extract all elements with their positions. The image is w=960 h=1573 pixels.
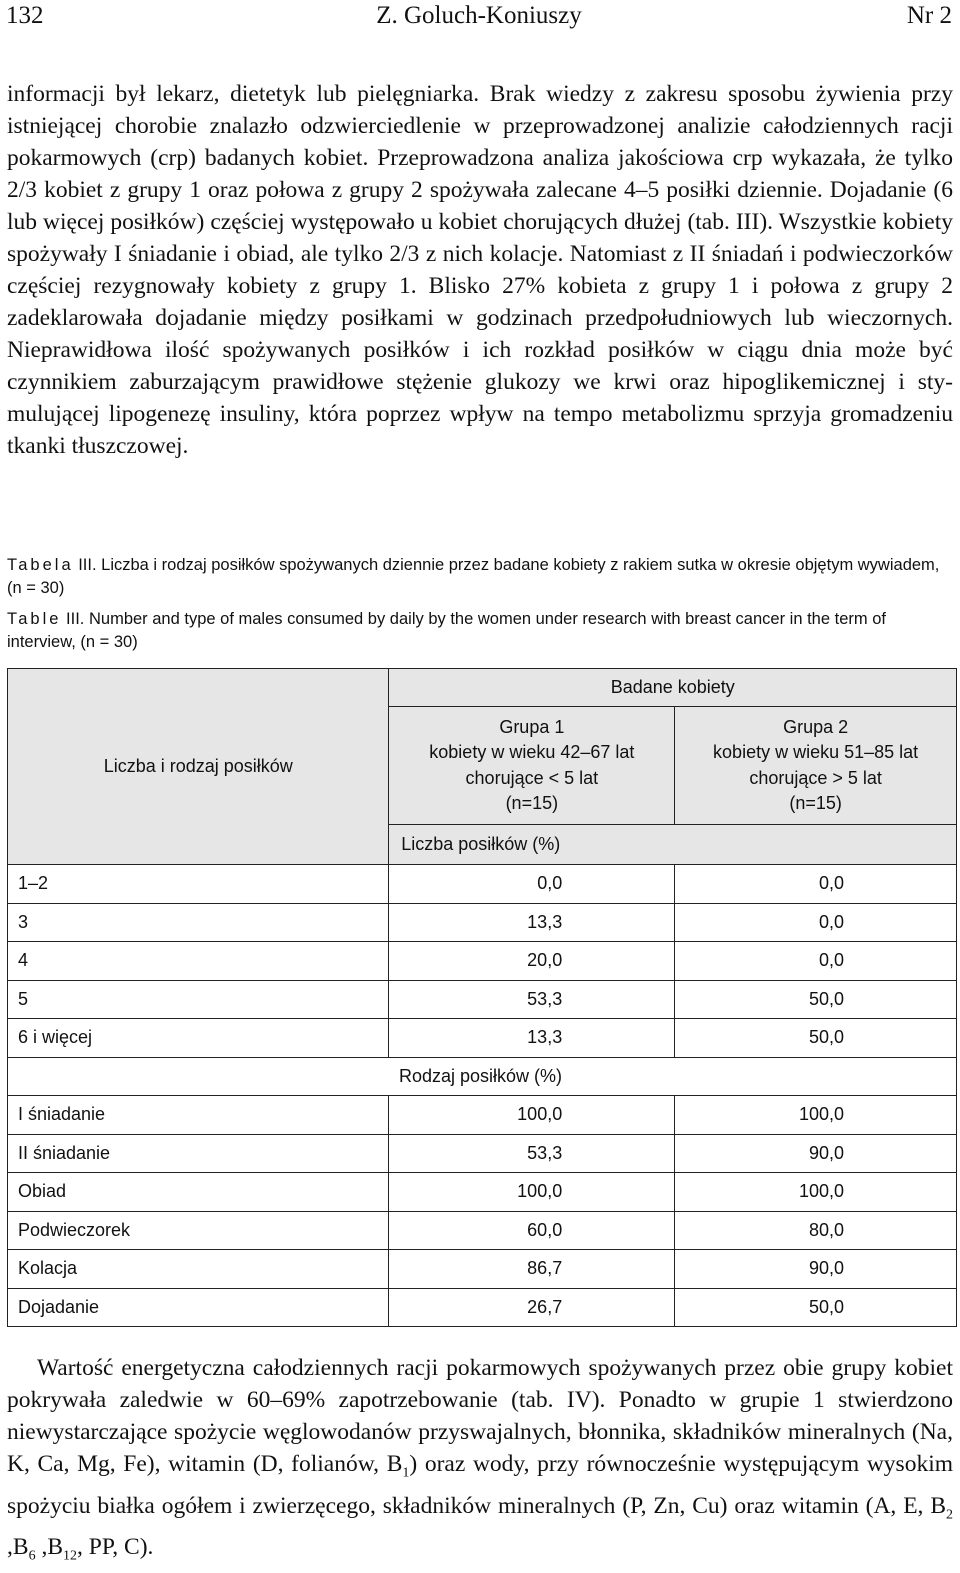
group2-value: 90,0: [675, 1134, 957, 1173]
body-paragraph-2: [7, 1352, 953, 1573]
group2-value: 0,0: [675, 903, 957, 942]
para2-mid2: ,B: [7, 1534, 29, 1561]
subscript: 2: [946, 1507, 953, 1523]
table-row: [8, 1096, 957, 1135]
para2-mid3: ,B: [35, 1534, 63, 1561]
group1-value: 100,0: [389, 1173, 675, 1212]
table-row: [8, 1173, 957, 1212]
issue-number: Nr 2: [906, 2, 952, 29]
row-label: 4: [8, 942, 389, 981]
caption-label: Tabela: [7, 556, 74, 574]
group1-age: kobiety w wieku 42–67 lat: [429, 742, 635, 762]
group1-value: 26,7: [389, 1288, 675, 1327]
group1-duration: chorujące < 5 lat: [465, 767, 599, 788]
caption-number: III.: [66, 610, 85, 628]
para2-tail: , PP, C).: [77, 1534, 154, 1561]
group2-age: kobiety w wieku 51–85 lat: [713, 742, 919, 762]
group2-value: 50,0: [675, 1019, 957, 1058]
para2-lead: Wartość energetyczna całodziennych racji pokarmowych spożywanych przez obie grupy kobiet pokrywała zaledwie w 60–69% zapotrzebowanie (tab. IV). Ponadto w grupie 1 stwierdzono niewystarczające spożycie węglowodanów przyswajalnych, błonnika, składników mineralnych (Na, K, Ca, Mg, Fe), witamin (D, folianów, B: [7, 1355, 953, 1477]
page-number: 132: [6, 2, 44, 29]
subscript: 12: [63, 1549, 77, 1565]
para2-mid: ) oraz wody, przy równocześnie występującym wysokim spożyciu białka ogółem i zwierzęcego, składników mineralnych (P, Zn, Cu) oraz witamin (A, E, B: [7, 1451, 953, 1519]
table-row: [8, 865, 957, 904]
caption-label: Table: [7, 610, 62, 628]
group1-value: 100,0: [389, 1096, 675, 1135]
section-row: [8, 1057, 957, 1096]
table-row: [8, 1019, 957, 1058]
group2-value: 0,0: [675, 942, 957, 981]
group1-value: 86,7: [389, 1250, 675, 1289]
section-spacer: [8, 1057, 389, 1096]
running-header: [6, 0, 952, 34]
group1-value: 13,3: [389, 1019, 675, 1058]
subscript: 1: [402, 1465, 410, 1481]
group2-value: 90,0: [675, 1250, 957, 1289]
row-label: 6 i więcej: [8, 1019, 389, 1058]
table-row: [8, 1134, 957, 1173]
group2-value: 100,0: [675, 1096, 957, 1135]
row-label: Podwieczorek: [8, 1211, 389, 1250]
group1-n: (n=15): [505, 793, 559, 813]
group2-value: 100,0: [675, 1173, 957, 1212]
group2-value: 50,0: [675, 1288, 957, 1327]
group2-duration: chorujące > 5 lat: [749, 767, 882, 788]
group1-value: 53,3: [389, 1134, 675, 1173]
group1-value: 0,0: [389, 865, 675, 904]
table-row: [8, 980, 957, 1019]
group1-name: Grupa 1: [499, 716, 565, 737]
caption-number: III.: [78, 556, 97, 574]
table-row: [8, 1211, 957, 1250]
group1-value: 13,3: [389, 903, 675, 942]
subscript: 6: [28, 1549, 36, 1565]
table-caption-english: [7, 608, 953, 654]
row-header-cell: Liczba i rodzaj posiłków: [8, 669, 389, 865]
body-paragraph-1: informacji był lekarz, dietetyk lub pielęgniarka. Brak wiedzy z zakresu sposobu żywienia przy istniejącej chorobie znalazło odzwierciedlenie w przeprowadzonej analizie całodziennych racji pokarmowych (crp) badanych kobiet. Przeprowadzona analiza jakościowa crp wykazała, że tylko 2/3 kobiet z grupy 1 oraz połowa z grupy 2 spożywała zalecane 4–5 posiłki dziennie. Dojadanie (6 lub więcej posiłków) częściej występowało u kobiet chorujących dłużej (tab. III). Wszystkie kobiety spożywały I śniadanie i obiad, ale tylko 2/3 z nich kolacje. Natomiast z II śniadań i podwieczorków częściej rezygnowały kobiety z grupy 1. Blisko 27% kobieta z grupy 1 i połowa z grupy 2 zadeklarowała dojadanie między posiłkami w godzinach przedpołudniowych lub wieczornych. Nieprawidłowa ilość spożywanych posiłków i ich rozkład posiłków w ciągu dnia może być czynnikiem zaburzającym prawidłowe stężenie glukozy we krwi oraz hipoglikemicznej i stymulującej lipogenezę insuliny, która poprzez wpływ na tempo metabolizmu sprzyja gromadzeniu tkanki tłuszczowej.: [7, 81, 953, 459]
group1-value: 60,0: [389, 1211, 675, 1250]
group2-value: 0,0: [675, 865, 957, 904]
row-label: 3: [8, 903, 389, 942]
group2-value: 80,0: [675, 1211, 957, 1250]
row-label: Dojadanie: [8, 1288, 389, 1327]
row-label: II śniadanie: [8, 1134, 389, 1173]
group1-value: 53,3: [389, 980, 675, 1019]
section-liczba-label: Liczba posiłków (%): [401, 834, 561, 854]
group2-n: (n=15): [789, 793, 842, 813]
section-rodzaj-label: Rodzaj posiłków (%): [398, 1065, 563, 1086]
table-caption-polish: [7, 554, 953, 600]
row-label: 1–2: [8, 865, 389, 904]
row-label: 5: [8, 980, 389, 1019]
meals-table: [7, 668, 957, 1327]
group1-value: 20,0: [389, 942, 675, 981]
group1-header-cell: [389, 707, 675, 825]
section-rodzaj-cell: [389, 1057, 957, 1096]
table-row: [8, 942, 957, 981]
table-row: [8, 1250, 957, 1289]
group2-name: Grupa 2: [783, 716, 849, 737]
table-row: [8, 903, 957, 942]
caption-text: Number and type of males consumed by daily by the women under research with breast cancer in the term of interview, (n = 30): [7, 610, 886, 651]
table-row: [8, 1288, 957, 1327]
section-liczba-cell: [389, 825, 957, 865]
caption-text: Liczba i rodzaj posiłków spożywanych dziennie przez badane kobiety z rakiem sutka w okresie objętym wywiadem, (n = 30): [7, 556, 940, 597]
running-author: Z. Goluch-Koniuszy: [376, 2, 582, 29]
group2-value: 50,0: [675, 980, 957, 1019]
row-label: Obiad: [8, 1173, 389, 1212]
group-header-cell: Badane kobiety: [389, 669, 957, 707]
row-label: Kolacja: [8, 1250, 389, 1289]
row-label: I śniadanie: [8, 1096, 389, 1135]
group2-header-cell: [675, 707, 957, 825]
